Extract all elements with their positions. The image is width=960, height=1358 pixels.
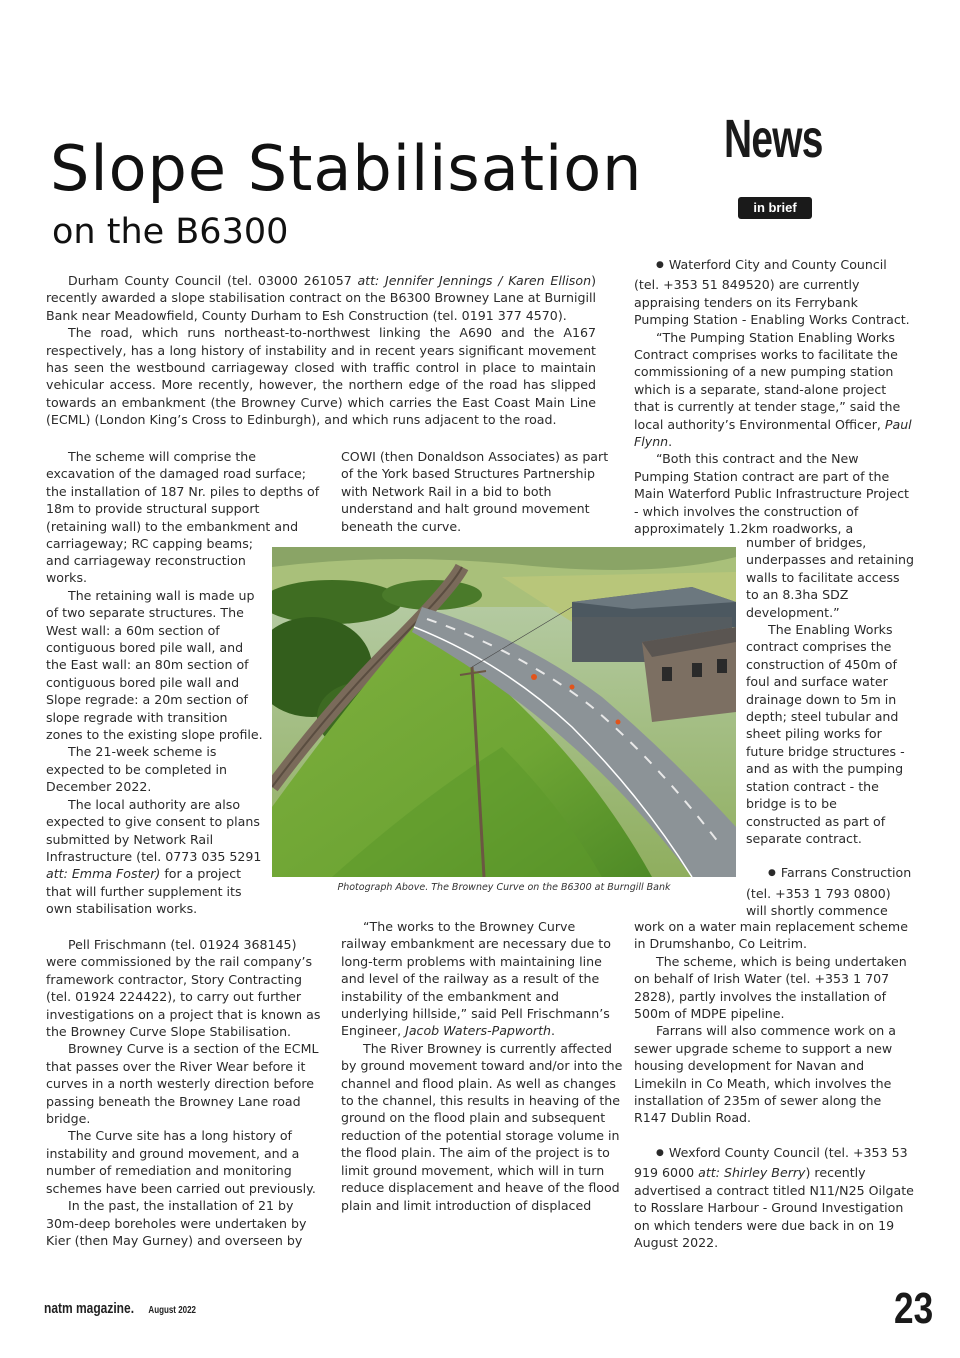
col2-lower [341, 918, 623, 1214]
intro-paragraph-2: The road, which runs northeast-to-northwest linking the A690 and the A167 respectively, has a long history of instability and in recent years significant movement has seen the westbound carriageway closed with traffic control in place to maintain vehicular access. More recently, however, the northern edge of the road has slipped towards an embankment (the Browney Curve) which carries the East Coast Main Line (ECML) (London King’s Cross to Edinburgh), and which runs adjacent to the road. [46, 325, 596, 428]
waterford-paragraph-4: number of bridges, underpasses and retaining walls to facilitate access to an 8.3ha SDZ development.” [746, 535, 914, 620]
col2-top [341, 448, 623, 535]
farrans-paragraph-2: work on a water main replacement scheme in Drumshanbo, Co Leitrim. [634, 919, 908, 952]
farrans-paragraph-4: Farrans will also commence work on a sewer upgrade scheme to support a new housing development for Navan and Limekiln in Co Meath, which involves the installation of 235m of sewer along the R147 Dublin Road. [634, 1023, 896, 1126]
col1-paragraph-8: In the past, the installation of 21 by 30m-deep boreholes were undertaken by Kier (then May Gurney) and overseen by [46, 1198, 307, 1248]
col1-paragraph-5: Pell Frischmann (tel. 01924 368145) were commissioned by the rail company’s framework contractor, Story Contracting (tel. 01924 224422), to carry out further investigations on a project that is known as the Browney Curve Slope Stabilisation. [46, 937, 321, 1040]
photo-caption: Photograph Above. The Browney Curve on the B6300 at Burngill Bank [337, 882, 671, 893]
col1-paragraph-2: The retaining wall is made up of two separate structures. The West wall: a 60m section of contiguous bored pile wall, and the East wall: an 80m section of contiguous bored pile wall and Slope regrade: a 20m section of slope regrade with transition zones to the existing slope profile. [46, 587, 263, 743]
magazine-name: natm magazine. [44, 1300, 135, 1317]
col1-paragraph-1: and carriageway reconstruction works. [46, 553, 246, 586]
col1-paragraph-7: The Curve site has a long history of instability and ground movement, and a number of remediation and monitoring schemes have been carried out previously. [46, 1128, 316, 1196]
col2-paragraph-2: The River Browney is currently affected by ground movement toward and/or into the channel and flood plain. As well as changes to the channel, this results in heaving of the ground on the flood plain and subsequent reduction of the potential storage volume in the flood plain. The aim of the project is to limit ground movement, which will in turn reduce displacement and heave of the flood plain and limit introduction of displaced [341, 1040, 623, 1213]
waterford-paragraph-2: “The Pumping Station Enabling Works Contract comprises works to facilitate the commissioning of a new pumping station which is a separate, stand-alone project that is currently at tender stage,” said the local authority’s Environmental Officer, Paul Flynn. [634, 329, 912, 450]
waterford-paragraph-3: “Both this contract and the New Pumping Station contract are part of the Main Waterford Public Infrastructure Project - which involves the construction of approximately 1.2km roadworks, a [634, 451, 909, 537]
intro-paragraph-1: Durham County Council (tel. 03000 261057 att: Jennifer Jennings / Karen Ellison) recently awarded a slope stabilisation contract on the B6300 Browney Lane at Burnigill Bank near Meadowfield, County Durham to Esh Construction (tel. 0191 377 4570). [46, 273, 596, 323]
browney-curve-photo [272, 547, 736, 877]
article-subtitle: on the B6300 [52, 212, 289, 252]
col1-paragraph-4: The local authority are also expected to give consent to plans submitted by Network Rail Infrastructure (tel. 0773 035 5291 att: Emma Foster) for a project that will further supplement its own stabilisation works. [46, 796, 262, 917]
issue-date: August 2022 [148, 1305, 196, 1316]
col3-lower [634, 918, 916, 1251]
waterford-paragraph-5: The Enabling Works contract comprises the construction of 450m of foul and surface water drainage down to 5m in depth; steel tubular and sheet piling works for future bridge structures - and as with the pumping station contract - the bridge is to be constructed as part of separate contract. [746, 622, 905, 846]
farrans-paragraph-1: ● Farrans Construction (tel. +353 1 793 0800) will shortly commence [746, 864, 914, 919]
page-number: 23 [894, 1284, 934, 1333]
col2-paragraph-1: “The works to the Browney Curve railway embankment are necessary due to long-term problems with maintaining line and level of the railway as a result of the instability of the embankment and underlying hillside,” said Pell Frischmann’s Engineer, Jacob Waters-Papworth. [341, 919, 611, 1039]
col2-paragraph-top: COWI (then Donaldson Associates) as part of the York based Structures Partnership with Network Rail in a bid to both understand and halt ground movement beneath the curve. [341, 449, 609, 534]
col1-paragraph-6: Browney Curve is a section of the ECML that passes over the River Wear before it curves in a north westerly direction before passing beneath the Browney Lane road bridge. [46, 1041, 319, 1127]
col3-waterford [634, 256, 912, 538]
section-heading: News [724, 109, 823, 169]
section-tag: in brief [738, 197, 812, 219]
farrans-paragraph-3: The scheme, which is being undertaken on behalf of Irish Water (tel. +353 1 707 2828), partly involves the installation of 500m of MDPE pipeline. [634, 953, 907, 1022]
article-title: Slope Stabilisation [50, 132, 643, 205]
col1-paragraph-top: The scheme will comprise the excavation of the damaged road surface; the installation of 187 Nr. piles to depths of 18m to provide structural support (retaining wall) to the embankment and carriageway; RC capping beams; [46, 449, 320, 552]
intro-text [46, 272, 596, 429]
col1-top [46, 448, 324, 552]
col1-lower [46, 936, 328, 1249]
col1-narrow [46, 552, 266, 918]
col3-narrow [746, 534, 914, 920]
waterford-paragraph-1: ● Waterford City and County Council (tel. +353 51 849520) are currently appraising tenders on its Ferrybank Pumping Station - Enabling Works Contract. [634, 256, 912, 329]
footer-magazine [44, 1300, 196, 1317]
wexford-paragraph-1: ● Wexford County Council (tel. +353 53 919 6000 att: Shirley Berry) recently advertised a contract titled N11/N25 Oilgate to Rosslare Harbour - Ground Investigation on which tenders were due back in on 19 August 2022. [634, 1144, 916, 1251]
col1-paragraph-3: The 21-week scheme is expected to be completed in December 2022. [46, 744, 228, 795]
